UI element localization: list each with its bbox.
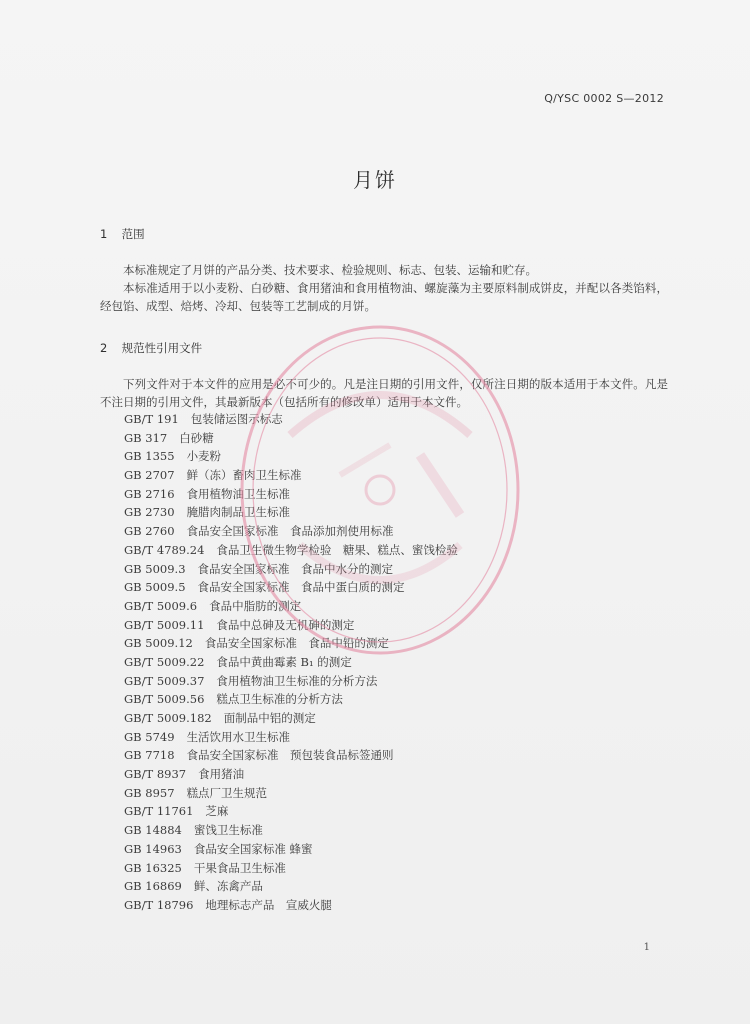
references-intro: 下列文件对于本文件的应用是必不可少的。凡是注日期的引用文件，仅所注日期的版本适用于本文件。凡是不注日期的引用文件，其最新版本（包括所有的修改单）适用于本文件。 [100,377,668,409]
reference-item [124,578,458,597]
reference-name: 糕点卫生标准的分析方法 [216,692,343,707]
reference-item [124,447,458,466]
section-title: 规范性引用文件 [121,341,203,355]
reference-name: 鲜、冻禽产品 [193,879,263,894]
reference-name: 食品中脂肪的测定 [209,598,302,613]
reference-code: GB 1355 [124,449,175,464]
reference-item [124,466,458,485]
reference-name: 食品安全国家标准 食品中铅的测定 [204,636,389,651]
reference-code: GB 2760 [124,524,175,539]
reference-code: GB 14884 [124,823,182,838]
reference-code: GB 16325 [124,860,182,875]
reference-item [124,690,458,709]
reference-item [124,877,458,896]
reference-code: GB/T 18796 [124,897,194,912]
reference-item [124,634,458,653]
reference-item [124,560,458,579]
reference-name: 芝麻 [205,804,229,819]
reference-code: GB 7718 [124,748,175,763]
reference-name: 干果食品卫生标准 [193,860,286,875]
reference-item [124,429,458,448]
reference-name: 糕点厂卫生规范 [186,785,268,800]
reference-item [124,896,458,915]
reference-code: GB 5009.5 [124,580,186,595]
document-title: 月饼 [353,168,397,192]
scope-paragraph-1: 本标准规定了月饼的产品分类、技术要求、检验规则、标志、包装、运输和贮存。 [123,263,537,277]
reference-code: GB/T 5009.11 [124,617,205,632]
page-number: 1 [643,942,650,953]
reference-name: 食品安全国家标准 蜂蜜 [193,841,313,856]
reference-name: 鲜（冻）畜肉卫生标准 [186,468,302,483]
reference-item [124,410,458,429]
reference-code: GB/T 11761 [124,804,194,819]
reference-name: 白砂糖 [179,430,214,445]
reference-code: GB/T 5009.182 [124,711,212,725]
reference-name: 食品卫生微生物学检验 糖果、糕点、蜜饯检验 [216,542,458,557]
reference-name: 面制品中铝的测定 [223,711,316,725]
reference-name: 腌腊肉制品卫生标准 [186,505,291,520]
reference-code: GB/T 5009.6 [124,598,198,613]
reference-item [124,485,458,504]
reference-code: GB 16869 [124,879,182,894]
reference-code: GB/T 5009.37 [124,673,205,688]
section-heading-scope [100,226,145,242]
reference-item [124,746,458,765]
reference-code: GB/T 191 [124,412,179,426]
reference-name: 食品安全国家标准 食品中水分的测定 [197,561,394,576]
reference-code: GB 2707 [124,468,175,483]
reference-name: 生活饮用水卫生标准 [186,729,291,744]
reference-item [124,859,458,878]
section-number: 1 [100,227,108,241]
reference-code: GB/T 8937 [124,767,187,782]
reference-item [124,541,458,560]
reference-code: GB 14963 [124,841,182,856]
reference-item [124,821,458,840]
reference-item [124,802,458,821]
reference-name: 食品中黄曲霉素 B₁ 的测定 [216,654,352,669]
reference-code: GB 5009.3 [124,561,186,576]
reference-item [124,709,458,728]
reference-item [124,597,458,616]
reference-list [124,410,458,915]
reference-name: 食用猪油 [198,767,245,782]
reference-code: GB 8957 [124,785,175,800]
reference-name: 小麦粉 [186,449,222,464]
reference-code: GB/T 5009.56 [124,692,205,707]
reference-code: GB/T 5009.22 [124,654,205,669]
reference-item [124,653,458,672]
section-number: 2 [100,341,108,355]
reference-item [124,522,458,541]
reference-item [124,672,458,691]
reference-name: 食品中总砷及无机砷的测定 [216,617,355,632]
reference-item [124,503,458,522]
reference-name: 包装储运图示标志 [190,412,283,426]
scope-paragraph-2: 本标准适用于以小麦粉、白砂糖、食用猪油和食用植物油、螺旋藻为主要原料制成饼皮，并配以各类馅料，经包馅、成型、焙烤、冷却、包装等工艺制成的月饼。 [100,281,668,313]
reference-item [124,840,458,859]
reference-item [124,765,458,784]
reference-code: GB 2730 [124,505,175,520]
reference-name: 食用植物油卫生标准 [186,486,291,501]
section-heading-normative-references [100,340,202,356]
reference-code: GB 2716 [124,486,175,501]
reference-item [124,784,458,803]
reference-name: 食品安全国家标准 预包装食品标签通则 [186,748,394,763]
reference-name: 食品安全国家标准 食品添加剂使用标准 [186,524,394,539]
reference-code: GB 5009.12 [124,636,193,651]
standard-code: Q/YSC 0002 S—2012 [544,92,664,105]
reference-item [124,616,458,635]
reference-name: 食品安全国家标准 食品中蛋白质的测定 [197,580,405,595]
reference-code: GB/T 4789.24 [124,542,205,557]
reference-name: 蜜饯卫生标准 [193,823,263,838]
reference-item [124,728,458,747]
reference-name: 地理标志产品 宣威火腿 [205,897,332,912]
reference-code: GB 5749 [124,729,175,744]
reference-name: 食用植物油卫生标准的分析方法 [216,673,378,688]
section-title: 范围 [121,227,145,241]
reference-code: GB 317 [124,430,168,445]
